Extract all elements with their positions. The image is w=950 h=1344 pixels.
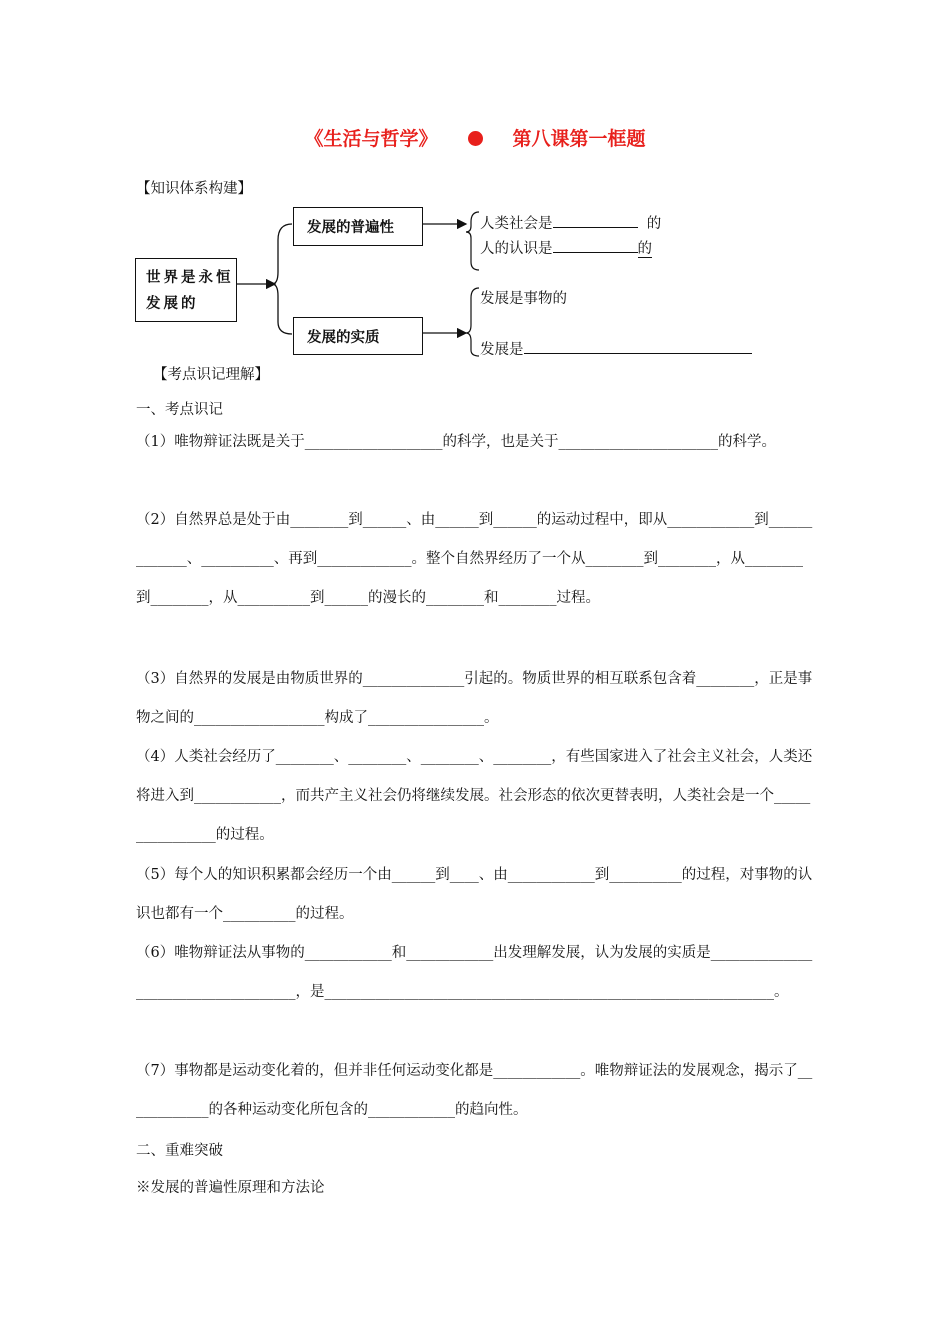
item-7: （7）事物都是运动变化着的，但并非任何运动变化都是____________。唯物辩证法的发展观念，揭示了____________的各种运动变化所包含的____________的趋向性。	[136, 1063, 813, 1118]
item-1: （1）唯物辩证法既是关于___________________的科学，也是关于______________________的科学。	[136, 434, 776, 450]
concept-diagram-lines	[0, 0, 950, 380]
item-4: （4）人类社会经历了________、________、________、________，有些国家进入了社会主义社会，人类还将进入到____________，而共产主义社会仍将继续发展。社会形态的依次更替表明，人类社会是一个________________的过程。	[136, 749, 813, 843]
branch-essence-box: 发展的实质	[293, 317, 423, 355]
item-3: （3）自然界的发展是由物质世界的______________引起的。物质世界的相互联系包含着________，正是事物之间的__________________构成了________________。	[136, 671, 813, 726]
item-6: （6）唯物辩证法从事物的____________和____________出发理解发展，认为发展的实质是____________________________________，是______________________________________________________________。	[136, 945, 813, 1000]
diagram-society-line	[480, 212, 661, 233]
item-2: （2）自然界总是处于由________到______、由______到______的运动过程中，即从____________到_____________、__________、再到_____________。整个自然界经历了一个从________到________，从________到________，从__________到______的漫长的________和________过程。	[136, 512, 813, 606]
society-label: 人类社会是	[480, 216, 553, 232]
section-2-heading: 二、重难突破	[136, 1143, 223, 1159]
society-blank	[553, 213, 638, 228]
branch-universality-box: 发展的普遍性	[293, 207, 423, 246]
cognition-blank	[553, 238, 638, 253]
exam-header: 【考点识记理解】	[153, 367, 269, 383]
society-tail: 的	[646, 216, 662, 232]
diagram-thing-line: 发展是事物的	[480, 291, 567, 307]
item-5: （5）每个人的知识积累都会经历一个由______到____、由____________到__________的过程，对事物的认识也都有一个__________的过程。	[136, 867, 813, 922]
cognition-label: 人的认识是	[480, 241, 553, 257]
diagram-development-line	[480, 338, 752, 359]
diagram-cognition-line	[480, 237, 652, 258]
title-right: 第八课第一框题	[512, 128, 646, 150]
development-blank	[524, 339, 752, 354]
knowledge-header: 【知识体系构建】	[136, 181, 252, 197]
root-box: 世界是永恒发展的	[135, 258, 237, 322]
section-1-heading: 一、考点识记	[136, 402, 223, 418]
section-2-subheading: ※发展的普遍性原理和方法论	[136, 1180, 325, 1196]
cognition-tail: 的	[637, 241, 652, 257]
development-label: 发展是	[480, 342, 524, 358]
title-left: 《生活与哲学》	[304, 128, 438, 150]
